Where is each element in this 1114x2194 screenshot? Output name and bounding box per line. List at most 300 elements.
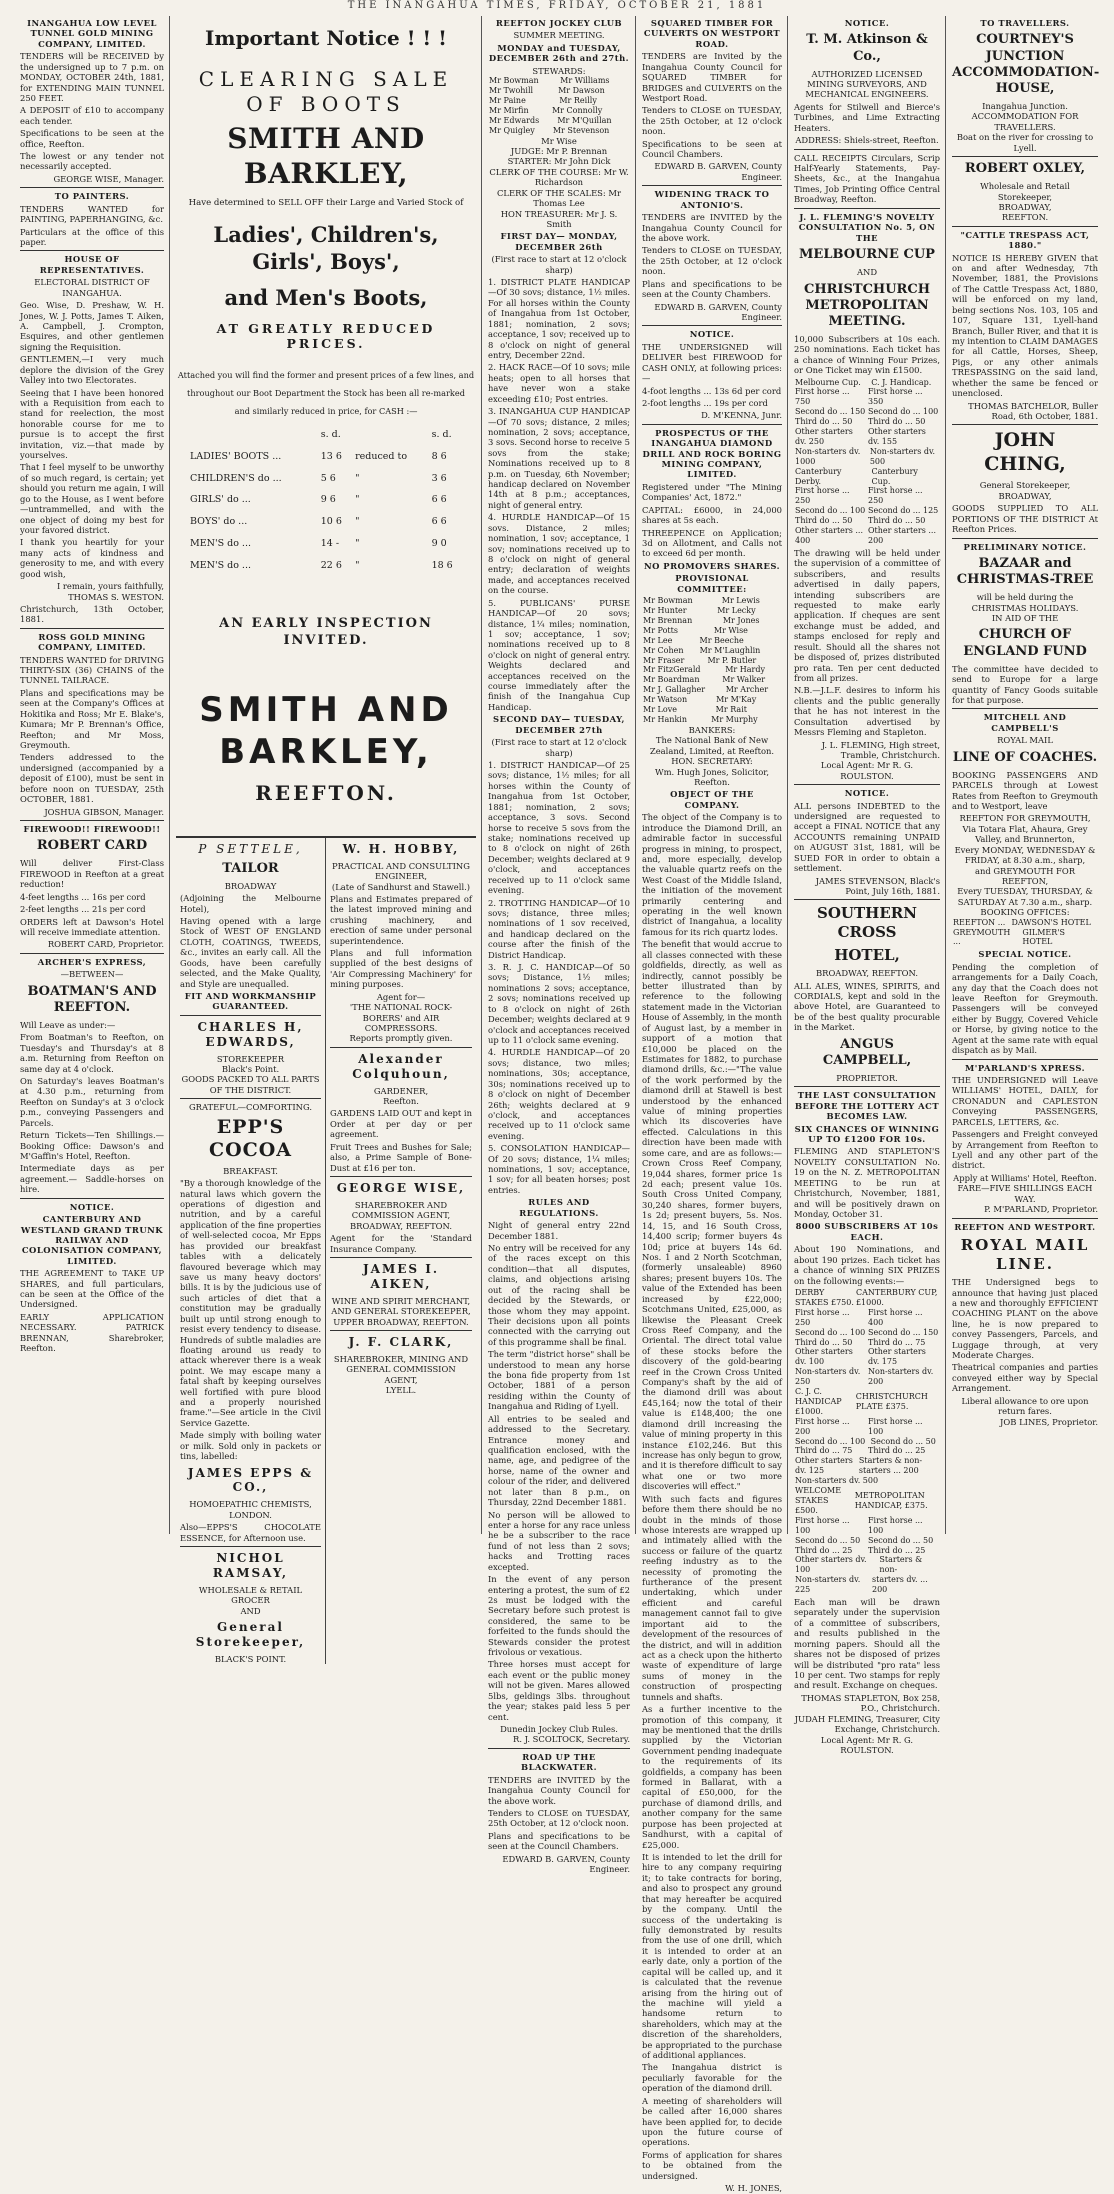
centered-line: BOOKING OFFICES: [980,907,1070,918]
attached-note: Attached you will find the former and present prices of a few lines, and [177,369,475,380]
price-header-cell: s. d. [431,429,452,441]
price-cell: CHILDREN'S do ... [190,472,282,484]
two-column-row [642,626,782,636]
two-column-row [488,96,630,106]
row-cell: Mr Mirfin [489,105,529,115]
two-column-row [794,1446,940,1456]
two-column-row [794,467,940,487]
two-column-row [794,1328,940,1338]
notice-text: N.B.—J.L.F. desires to inform his clients and the public generally that he has not interest in the Consultation advertised by Messrs Fleming and Stapleton. [794,685,940,738]
notice-heading: INANGAHUA LOW LEVEL TUNNEL GOLD MINING COMPANY, LIMITED. [27,18,157,49]
centered-line: Agent for— [376,991,426,1002]
row-cell: Mr Beeche [699,635,744,645]
row-cell: Third do ... 50 [795,1337,853,1347]
notice-text: 4-feet lengths ... 16s per cord [20,891,146,902]
centered-line: BLACK'S POINT. [214,1653,287,1664]
row-cell: First horse ... 100 [868,1416,923,1436]
two-column-row [794,516,940,526]
column-2-left-ads [176,838,326,1664]
display-heading: CHRISTCHURCH METROPOLITAN MEETING. [804,281,930,329]
divider [952,156,1098,157]
column-3 [484,16,634,1875]
notice-text: Tenders to CLOSE on TUESDAY, 25th October, at 12 o'clock noon. [488,1807,630,1829]
notice-text: Tenders addressed to the undersigned (accompanied by a deposit of £100), must be sent in before noon on TUESDAY, 25th OCTOBER, 1881. [20,752,164,805]
centered-line: HON. SECRETARY: [671,756,753,767]
centered-line: SHAREBROKER AND COMMISSION AGENT, [351,1199,451,1221]
centered-line: and GREYMOUTH FOR REEFTON, [974,865,1076,886]
row-cell: Mr Cohen [643,645,684,655]
row-cell: First horse ... 100 [795,1515,850,1535]
two-column-row [794,1536,940,1546]
row-cell: Other starters ... 400 [795,526,863,546]
centered-line: BROADWAY, [998,490,1052,501]
boot-types-heading: Ladies', Children's, Girls', Boys', [213,222,439,274]
row-cell: Second do ... 100 [868,407,939,417]
notice-text: CALL RECEIPTS Circulars, Scrip Half-Yearly Statements, Pay-Sheets, &c., at the Inangahua Times, Job Printing Office Central Broadway, Reefton. [794,152,940,205]
column-rule [481,16,482,1534]
divider [642,185,782,186]
divider [952,226,1098,227]
signature-line: JOB LINES, Proprietor. [1000,1416,1098,1427]
row-cell: First horse ... 250 [795,1307,850,1327]
notice-heading: WIDENING TRACK TO ANTONIO'S. [654,189,770,210]
signature-line: J. L. FLEMING, High street, Tramble, Christchurch. [821,739,940,760]
display-heading: T. M. Atkinson & Co., [806,32,928,64]
notice-heading: CANTERBURY AND WESTLAND GRAND TRUNK RAILWAY AND COLONISATION COMPANY, LIMITED. [20,1214,164,1266]
notice-heading: OBJECT OF THE COMPANY. [670,789,754,810]
service-name: ROYAL MAIL LINE. [960,1235,1090,1273]
notice-text: TENDERS WANTED for PAINTING, PAPERHANGING, &c. [20,203,164,225]
row-cell: Third do ... 75 [795,1446,853,1456]
two-column-row [794,1516,940,1536]
row-cell: Mr Twohill [489,86,534,96]
two-column-row [488,76,630,86]
signature-line: EDWARD B. GARVEN, County Engineer. [654,161,782,182]
centered-line: Mr Wise [541,135,577,146]
signature-line: JUDAH FLEMING, Treasurer, City Exchange, Christchurch. [794,1713,940,1735]
row-cell: GILMER'S HOTEL [1022,927,1065,947]
notice-text: Registered under "The Mining Companies' Act, 1872." [642,481,782,503]
notice-text: CAPITAL: £6000, in 24,000 shares at 5s each. [642,504,782,526]
notice-text: Seeing that I have been honored with a Requisition from each to stand for reelection, the most honorable course for me to pursue is to accept the first invitation, viz.—that made by yourselves. [20,387,164,461]
divider [952,538,1098,539]
centered-line: (First race to start at 12 o'clock sharp) [491,254,627,275]
centered-line: UPPER BROADWAY, REEFTON. [333,1316,469,1327]
advertiser-name: JAMES I. AIKEN, [362,1261,440,1291]
notice-text: THE UNDERSIGNED will DELIVER best FIREWOOD for CASH ONLY, at following prices:— [642,341,782,384]
notice-text: "By a thorough knowledge of the natural laws which govern the operations of digestion and nutrition, and by a careful application of the fine properties of well-selected cocoa, Mr Epps has provided our breakfast tables with a delicately flavoured beverage which may save us many heavy doctors' bills. It is by the judicious use of such articles of diet that a constitution may be gradually built up until strong enough to resist every tendency to disease. Hundreds of subtle maladies are floating around us ready to attack wherever there is a weak point. We may escape many a fatal shaft by keeping ourselves well fortified with pure blood and a properly nourished frame."—See article in the Civil Service Gazette. [180,1178,321,1428]
row-cell: CANTERBURY CUP, £1000. [855,1287,938,1307]
notice-heading: NO PROMOVERS SHARES. [643,560,781,571]
centered-line: GRATEFUL—COMFORTING. [188,1102,313,1113]
mens-boots-heading: and Men's Boots, [224,284,428,310]
display-heading: BOATMAN'S AND REEFTON. [27,983,157,1015]
divider [180,1546,321,1547]
two-column-row [794,1456,940,1476]
centered-line: SHAREBROKER, MINING AND GENERAL COMMISSION AGENT, [333,1353,469,1385]
row-cell: Canterbury Derby. [795,466,842,486]
notice-heading: J. L. FLEMING'S NOVELTY CONSULTATION No. 5, ON THE [798,211,936,243]
price-row [188,468,464,490]
row-cell: Mr Lewis [721,596,760,606]
row-cell: Non-starters dv. 500 [795,1476,879,1486]
row-cell: Mr Bowman [489,76,539,86]
row-cell: Third do ... 75 [868,1337,926,1347]
price-cell: " [355,559,360,571]
display-heading: ANGUS CAMPBELL, [822,1036,912,1068]
price-header-row [188,424,464,446]
notice-heading: FIREWOOD!! FIREWOOD!! [23,823,161,834]
notice-text: Return Tickets—Ten Shillings.—Booking Office: Dawson's and M'Gaffin's Hotel, Reefton. [20,1130,164,1161]
divider [20,187,164,188]
column-rule [635,16,636,1534]
display-heading: BAZAAR and CHRISTMAS-TREE [956,555,1094,588]
notice-text: 5. CONSOLATION HANDICAP—Of 20 sovs; distance, 1¼ miles; nominations, 1 sov; acceptance, 1 sov; for all beaten horses; post entries. [488,1143,630,1195]
price-cell: GIRLS' do ... [190,494,251,506]
notice-heading: THE LAST CONSULTATION BEFORE THE LOTTERY ACT BECOMES LAW. [794,1090,940,1122]
row-cell: Melbourne Cup. [795,377,861,387]
centered-line: BROADWAY, REEFTON. [349,1220,452,1231]
divider [794,1086,940,1087]
row-cell: Mr Murphy [711,714,758,724]
notice-text: 1. DISTRICT HANDICAP—Of 25 sovs; distance, 1½ miles; for all horses within the County of Inangahua from 1st October, 1881; nomination, 2 sovs; acceptance, 3 sovs. Second horse to receive 5 sovs from the stake; nominations received up to 8 o'clock on night of 26th December; weights declared at 9 o'clock, and acceptances received up to 11 o'clock same evening. [488,760,630,896]
two-column-row [488,116,630,126]
price-cell: MEN'S do ... [190,537,251,549]
row-cell: Third do ... 50 [868,417,926,427]
price-cell: " [355,472,360,484]
centered-line: REEFTON FOR GREYMOUTH, [959,813,1091,824]
display-heading: CHURCH OF ENGLAND FUND [963,627,1087,659]
product-name: EPP'S COCOA [208,1115,293,1162]
row-cell: Mr Rait [715,705,747,715]
row-cell: Mr Lee [643,635,673,645]
two-column-row [642,715,782,725]
two-column-row [642,636,782,646]
centered-line: WHOLESALE & RETAIL GROCER [198,1584,303,1606]
notice-heading: REEFTON AND WESTPORT. [954,1221,1096,1232]
centered-line: GARDENER, [373,1085,429,1096]
price-cell: 9 6 [320,494,336,506]
centered-line: IN AID OF THE [991,613,1059,624]
row-cell: Mr M'Kay [716,695,757,705]
centered-line: PRACTICAL AND CONSULTING ENGINEER, [332,860,470,882]
notice-text: As a further incentive to the promotion of this company, it may be mentioned that the drills supplied by the Victorian Government pending inadequate to the requirements of its goldfields, a company has been formed in Ballarat, with a capital of £50,000, for the purchase of diamond drills, and another company for the same purpose has been projected at Sandhurst, with a capital of £25,000. [642,1704,782,1850]
divider [642,424,782,425]
row-cell: Second do ... 125 [868,506,939,516]
price-cell: 6 6 [431,494,447,506]
row-cell: Second do ... 100 [795,506,866,516]
row-cell: Mr Love [643,705,677,715]
notice-text: ALL ALES, WINES, SPIRITS, and CORDIALS, kept and sold in the above Hotel, are Guaranteed to be of the best quality procurable in the Market. [794,980,940,1033]
advertiser-name: JOHN CHING, [984,429,1066,475]
row-cell: Mr Jones [722,615,760,625]
price-row [188,555,464,577]
two-column-row [794,1546,940,1556]
notice-heading: SPECIAL NOTICE. [978,949,1072,960]
row-cell: Non-starters dv. 1000 [795,446,861,466]
two-column-row [794,486,940,506]
notice-text: 1. DISTRICT PLATE HANDICAP—Of 30 sovs; distance, 1½ miles. For all horses within the County of Inangahua from 1st October, 1881; nomination, 2 sovs; acceptance, 1 sov; received up to 8 o'clock on night of general entry, December 22nd. [488,277,630,360]
display-heading: TAILOR [222,860,279,876]
two-column-row [642,675,782,685]
two-column-row [794,1367,940,1387]
notice-heading: NOTICE. [689,329,735,340]
centered-line: Dunedin Jockey Club Rules. [500,1723,618,1734]
price-cell: 22 6 [320,559,342,571]
row-cell: Second do ... 100 [795,1436,866,1446]
column-4 [638,16,786,2194]
notice-text: I thank you heartily for your many acts of kindness and generosity to me, and with every good wish, [20,537,164,579]
two-column-row [794,1417,940,1437]
row-cell: WELCOME STAKES £500. [795,1486,842,1515]
column-6 [948,16,1102,1534]
notice-heading: TO PAINTERS. [54,191,130,202]
two-column-row [952,918,1098,928]
row-cell: Mr Walker [722,675,766,685]
notice-heading: SIX CHANCES OF WINNING UP TO £1200 FOR 10s. [794,1123,940,1145]
row-cell: Mr Watson [643,695,688,705]
notice-heading: TO TRAVELLERS. [980,18,1070,28]
advertiser-name: J. F. CLARK, [348,1334,454,1349]
firm-location: REEFTON. [255,780,397,805]
notice-text: Will deliver First-Class FIREWOOD in Reefton at a great reduction! [20,858,164,890]
price-cell: 3 6 [431,472,447,484]
notice-heading: SQUARED TIMBER FOR CULVERTS ON WESTPORT ROAD. [643,18,781,49]
notice-text: 3. R. J. C. HANDICAP—Of 50 sovs; Distance, 1½ miles; nominations 2 sovs; acceptance, 2 sovs; nominations received up to 8 o'clock on night of 26th December; weights declared at 9 o'clock and acceptances received up to 11 o'clock same evening. [488,962,630,1045]
centered-line: BROADWAY [224,880,277,891]
two-column-row [794,1575,940,1595]
two-column-row [794,1347,940,1367]
divider [20,628,164,629]
centered-line: HON TREASURER: Mr J. S. Smith [500,208,618,229]
row-cell: Mr Potts [643,625,678,635]
divider [20,820,164,821]
two-column-row [488,106,630,116]
advertiser-name: JAMES EPPS & CO., [187,1465,314,1495]
centered-line: CLERK OF THE SCALES: Mr Thomas Lee [497,187,621,209]
centered-line: HOMOEPATHIC CHEMISTS, [189,1499,312,1510]
two-column-row [794,1288,940,1308]
two-column-row [794,387,940,407]
two-column-row [794,1476,940,1486]
row-cell: Mr Edwards [489,115,540,125]
notice-heading: MONDAY and TUESDAY, DECEMBER 26th and 27th. [488,42,630,64]
price-row [188,446,464,468]
row-cell: Third do ... 25 [868,1545,926,1555]
advertiser-name: W. H. HOBBY, [342,841,460,856]
notice-text: NOTICE IS HEREBY GIVEN that on and after Wednesday, 7th November, 1881, the Provisions of The Cattle Trespass Act, 1880, will be enforced on my land, being sections Nos. 103, 105 and 107, Square 131, Lyell-hand Branch, Buller River, and that it is my intention to CLAIM DAMAGES for all Cattle, Horses, Sheep, Pigs, or any other animals TRESPASSING on the said land, whether the same be fenced or unenclosed. [952,252,1098,399]
price-cell: " [355,494,360,506]
signature-line: THOMAS BATCHELOR, Buller Road, 6th October, 1881. [968,400,1098,421]
two-column-row [794,417,940,427]
centered-line: Local Agent: Mr R. G. ROULSTON. [820,760,914,781]
notice-heading: NOTICE. [69,1201,115,1212]
notice-text: THE Undersigned begs to announce that having just placed a new and thoroughly EFFICIENT COACHING PLANT on the above line, he is now prepared to convey Passengers, Parcels, and Luggage through, at very Moderate Charges. [952,1277,1098,1361]
centered-line: LYELL. [385,1385,417,1396]
row-cell: Second do ... 50 [870,1436,936,1446]
notice-text: Plans and specifications to be seen at the Council Chambers. [488,1830,630,1852]
row-cell: Mr M'Laughlin [699,645,761,655]
row-cell: Second do ... 50 [795,1535,861,1545]
signature-line: ROBERT CARD, Proprietor. [47,939,164,950]
row-cell: Non-starters dv. 200 [868,1367,934,1387]
row-cell: Mr Brennan [643,615,693,625]
notice-text: Each man will be drawn separately under the supervision of a committee of subscribers, and results published in the morning papers. Should all the shares not be disposed of prizes will be distributed "pro rata" less 10 per cent. Two stamps for reply and result. Exchange on cheques. [794,1597,940,1691]
price-cell: MEN'S do ... [190,559,251,571]
notice-text: GARDENS LAID OUT and kept in Order at per day or per agreement. [330,1108,472,1140]
notice-text: 2-foot lengths ... 19s per cord [642,397,768,408]
clearing-sale-heading: CLEARING SALE OF BOOTS [198,66,454,116]
signature-line: EDWARD B. GARVEN, County Engineer. [502,1853,630,1875]
divider [952,1059,1098,1060]
notice-text: Plans and specifications may be seen at the Company's Offices at Hokitika and Ross; Mr E. Blake's, Kumara; Mr P. Brennan's Office, Reefton; and Mr Moss, Greymouth. [20,687,164,750]
notice-text: EARLY APPLICATION NECESSARY. PATRICK BRENNAN, Sharebroker, Reefton. [20,1311,164,1354]
notice-text: The term "district horse" shall be understood to mean any horse the bona fide property from 1st October, 1881 of a person residing within the County of Inangahua and Riding of Lyell. [488,1349,630,1412]
row-cell: Canterbury Cup. [871,466,918,486]
centered-line: Apply at Williams' Hotel, Reefton. [953,1172,1097,1183]
notice-text: Will Leave as under:— [20,1019,116,1030]
notice-text: THREEPENCE on Application; 3d on Allotment, and Calls not to exceed 6d per month. [642,527,782,559]
notice-text: BOOKING PASSENGERS AND PARCELS through at Lowest Rates from Reefton to Greymouth and to Westport, leave [952,769,1098,812]
row-cell: Non-starters dv. 250 [795,1367,861,1387]
row-cell: DAWSON'S HOTEL [1011,917,1091,927]
divider [952,708,1098,709]
notice-heading: PROVISIONAL COMMITTEE: [675,573,749,594]
firm-name-large: SMITH AND BARKLEY, [199,689,453,772]
row-cell: Third do ... 25 [795,1545,853,1555]
two-column-row [794,1555,940,1575]
row-cell: starters dv. ... 200 [872,1575,928,1595]
row-cell: METROPOLITAN HANDICAP, £375. [854,1491,928,1510]
centered-line: will be held during the [976,592,1074,603]
notice-text: On Saturday's leaves Boatman's at 4.30 p.m., returning from Reefton on Sunday's at 3 o'clock p.m., conveying Passengers and Parcels. [20,1076,164,1128]
firm-name: SMITH AND BARKLEY, [227,122,425,191]
notice-text: The benefit that would accrue to all classes connected with these goldfields, directly, as well as indirectly, cannot possibly be better illustrated than by reference to the following statement made in the Victorian House of Assembly, in the month of August last, by a member in support of a motion that £10,000 be placed on the Estimates for 1882, to purchase diamond drills, &c.:—"The value of the work performed by the diamond drill at Stawell is best understood by the enhanced value of mining properties which its discoveries have effected. Calculations in this direction have been made with some care, and are as follows:—Crown Cross Reef Company, 19,044 shares, former price 1s 2d each; present value 10s. South Cross United Company, 30,240 shares, former buyers, 1s 2d; present buyers, 5s. Nos. 14, 15, and 16 South Cross, 14,400 scrip; former buyers 4s 10d; price at buyers 14s 6d. Nos. 1 and 2 North Scotchman, (formerly unsaleable) 8960 shares; present buyers 10s. The value of the Extended has been increased by £22,000; Scotchmans United, £25,000, as likewise the Pleasant Creek Cross Reef Company, and the Oriental. The direct total value of these stocks before the discovery of the gold-bearing reef in the Crown Cross United Company's shaft by the aid of the diamond drill was about £45,164; now the total of their value is £148,400; the one diamond drill increasing the value of mining property in this instance £102,246. But this increase has only begun to grow, and it is therefore difficult to say what one or two more discoveries will effect." [642,939,782,1492]
notice-text: Particulars at the office of this paper. [20,226,164,248]
row-cell: First horse ... 250 [795,486,850,506]
centered-line: JUDGE: Mr P. Brennan [510,145,608,156]
row-cell: Third do ... 50 [795,516,853,526]
notice-heading: ROSS GOLD MINING COMPANY, LIMITED. [38,631,146,653]
notice-text: Tenders to CLOSE on TUESDAY, the 25th October, at 12 o'clock noon. [642,245,782,277]
price-cell: BOYS' do ... [190,516,248,528]
row-cell: Second do ... 50 [868,1535,934,1545]
column-rule [945,16,946,1534]
advertiser-name: CHARLES H, EDWARDS, [197,1019,304,1049]
centered-line: Wm. Hugh Jones, Solicitor, Reefton. [654,766,770,787]
display-heading: ROBERT CARD [36,838,148,854]
row-cell: Second do ... 150 [795,407,866,417]
centered-line: The National Bank of New Zealand, Limited, at Reefton. [649,735,775,756]
two-column-row [642,665,782,675]
price-cell: 13 6 [320,450,342,462]
row-cell: First horse ... 200 [795,1416,850,1436]
centered-line: WINE AND SPIRIT MERCHANT, AND GENERAL STOREKEEPER, [331,1295,471,1317]
two-column-row [642,596,782,606]
display-heading: LINE OF COACHES. [952,749,1098,765]
notice-text: 2. HACK RACE—Of 10 sovs; mile heats; open to all horses that have never won a stake exceeding £10; Post entries. [488,362,630,404]
notice-text: 2-feet lengths ... 21s per cord [20,904,146,915]
price-cell: 5 6 [320,472,336,484]
centered-line: ELECTORAL DISTRICT OF INANGAHUA. [34,277,150,298]
price-cell: " [355,516,360,528]
row-cell: Mr FitzGerald [643,665,701,675]
row-cell: First horse ... 350 [868,387,923,407]
divider [952,1218,1098,1219]
advertiser-name: Alexander Colquhoun, [352,1051,450,1081]
advertiser-name: GEORGE WISE, [336,1180,466,1195]
divider [488,1748,630,1749]
centered-line: Reports promptly given. [349,1033,453,1044]
divider [952,424,1098,425]
row-cell: Third do ... 50 [868,516,926,526]
column-5 [790,16,944,1755]
centered-line: STEWARDS: [532,65,586,76]
row-cell: Other starters dv. 155 [868,427,926,446]
row-cell: First horse ... 250 [868,486,923,506]
row-cell: Mr Wise [713,625,748,635]
column-2-right-ads [326,838,476,1664]
column-1 [16,16,168,1534]
row-cell: Starters & non- [879,1555,923,1575]
signature-line: W. H. JONES, [725,2183,782,2194]
notice-text: ORDERS left at Dawson's Hotel will receive immediate attention. [20,916,164,938]
notice-text: Plans and specifications to be seen at the County Chambers. [642,278,782,300]
centered-line: Local Agent: Mr R. G. ROULSTON. [820,1734,914,1755]
row-cell: Mr M'Quillan [557,115,612,125]
notice-text: Intermediate days as per agreement.— Saddle-horses on hire. [20,1163,164,1195]
row-cell: Mr Stevenson [552,125,610,135]
column-2-boot-sale [172,16,480,1664]
centered-line: General Storekeeper, [979,480,1071,491]
notice-text: FLEMING AND STAPLETON'S NOVELTY CONSULTATION No. 19 on the N. Z. METROPOLITAN MEETING to be run at Christchurch, November, 1881, and will be positively drawn on Monday, October 31. [794,1146,940,1220]
notice-heading: NOTICE. [844,788,890,799]
centered-line: (First race to start at 12 o'clock sharp) [491,737,627,758]
notice-heading: PRELIMINARY NOTICE. [963,541,1087,552]
centered-line: —BETWEEN— [60,969,124,980]
column-2-sub-ads [176,836,476,1664]
notice-text: A meeting of shareholders will be called after 16,000 shares have been applied for, to decide upon the future course of operations. [642,2095,782,2148]
notice-text: 3. INANGAHUA CUP HANDICAP—Of 70 sovs; distance, 2 miles; nomination, 2 sovs; acceptance, 3 sovs. Second horse to receive 5 sovs from the stake; Nominations received up to 8 p.m. on Tuesday, 6th November; handicap declared on November 14th at 8 p.m.; acceptances, night of general entry. [488,406,630,510]
price-header-cell: s. d. [320,429,341,441]
centered-line: ROYAL MAIL [997,735,1053,746]
notice-text: Agent for the 'Standard Insurance Company. [330,1233,472,1254]
notice-heading: ROAD UP THE BLACKWATER. [520,1751,597,1773]
price-cell: 9 0 [431,537,447,549]
divider [794,208,940,209]
notice-text: GENTLEMEN,—I very much deplore the division of the Grey Valley into two Electorates. [20,354,164,386]
notice-text: Having opened with a large Stock of WEST OF ENGLAND CLOTH, COATINGS, TWEEDS, &c., invites an early call. All the Goods, have been carefully selected, and the Make Quality, and Style are unequalled. [180,916,321,989]
notice-heading: NOTICE. [844,18,890,28]
divider [180,1098,321,1099]
notice-text: A DEPOSIT of £10 to accompany each tender. [20,105,164,126]
reduced-prices-heading: AT GREATLY REDUCED PRICES. [216,320,436,352]
price-header-cell [188,424,319,446]
centered-line: Inangahua Junction. [982,100,1068,111]
price-cell: 8 6 [431,450,447,462]
price-cell: reduced to [355,450,408,462]
price-header-cell [353,424,429,446]
notice-text: It is intended to let the drill for hire to any company requiring it; to take contracts for boring, and also to prospect any ground that may hereafter be acquired by the company. Until the success of the undertaking is fully demonstrated by results from the use of one drill, which it is intended to order at an early date, only a portion of the capital will be called up, and it is calculated that the revenue arising from the hiring out of the machine will yield a handsome return to shareholders, which may at the discretion of the shareholders, be appropriated to the purchase of additional appliances. [642,1852,782,2061]
divider [180,1015,321,1016]
centered-line: OF THE DISTRICT. [209,1084,292,1095]
notice-text: With such facts and figures before them there should be no doubt in the minds of those whose interests are wrapped up and intimately allied with the success or failure of the quartz reefing industry as to the necessity of promoting the furtherance of the present undertaking, which under efficient and careful management cannot fail to give important aid to the development of the resources of the district, and will in addition act as a check upon the hitherto waste of expenditure of large sums of money in the construction of prospecting tunnels and shafts. [642,1493,782,1702]
centered-line: REEFTON. [1001,212,1049,223]
notice-text: TENDERS will be RECEIVED by the undersigned up to 7 p.m. on MONDAY, OCTOBER 24th, 1881, for EXTENDING MAIN TUNNEL 250 FEET. [20,51,164,103]
two-column-row [642,606,782,616]
row-cell: Mr Reilly [559,95,597,105]
divider [330,1176,472,1177]
